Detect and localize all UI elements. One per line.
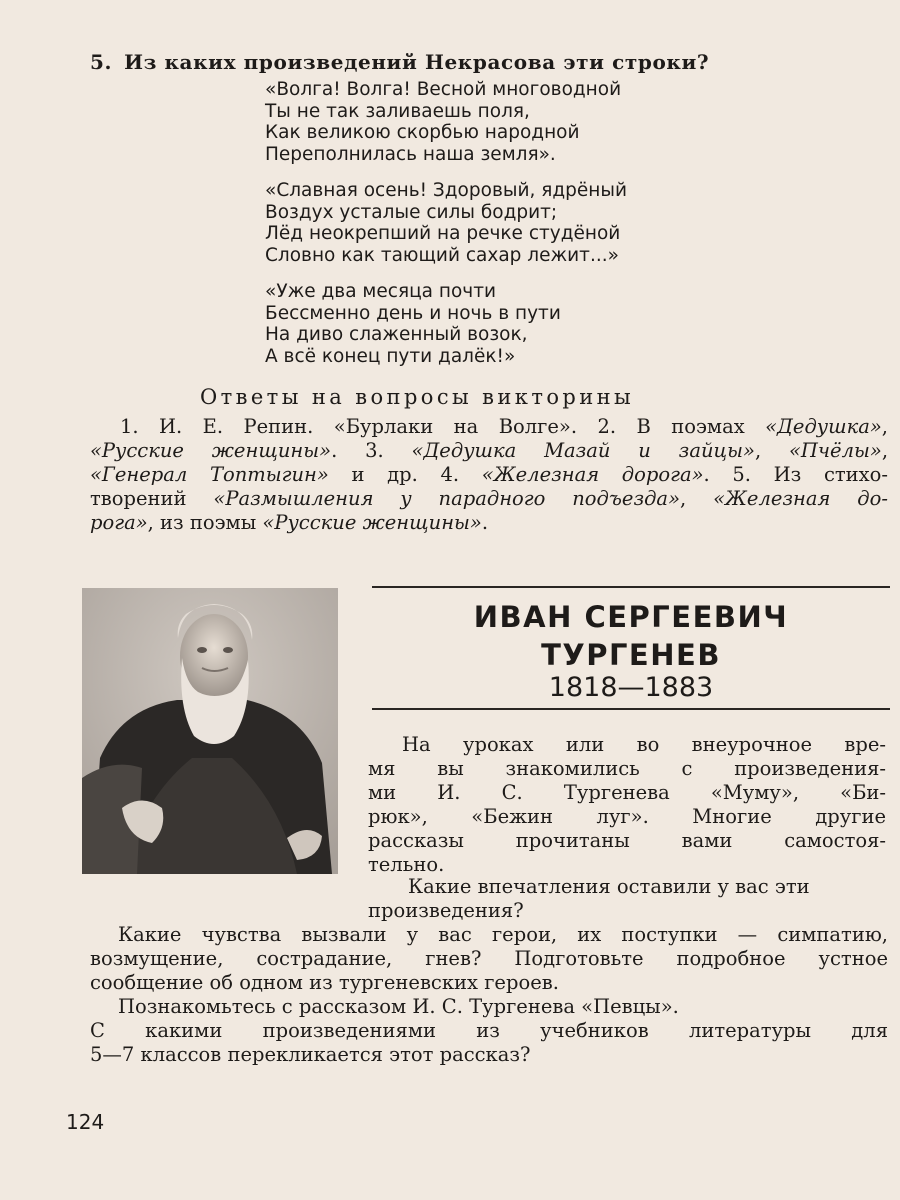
author-portrait [82,588,338,874]
work-title: «Железная до- [713,487,888,510]
answers-text: . [481,511,489,534]
paragraph-line: тельно. [368,853,445,876]
poem-line: «Уже два месяца почти [265,281,497,302]
task-impressions [368,875,886,923]
work-title: «Дедушка» [765,415,882,438]
answers-text: 1. И. Е. Репин. «Бурлаки на Волге». 2. В поэмах [120,415,766,438]
poem-line: На диво слаженный возок, [265,324,528,345]
paragraph-line: Какие впечатления оставили у вас эти [408,875,810,898]
answers-line [90,511,888,535]
paragraph-line: Познакомьтесь с рассказом И. С. Тургенева «Певцы». [118,995,679,1018]
poem-line: Лёд неокрепший на речке студёной [265,223,621,244]
answers-text: , [881,415,888,438]
heading-rule-bottom [372,708,890,710]
paragraph-line: произведения? [368,899,524,922]
author-life-years: 1818—1883 [548,672,714,703]
paragraph-line: 5—7 классов перекликается этот рассказ? [90,1043,531,1066]
paragraph-line: рассказы прочитаны вами самостоя- [368,829,886,852]
answers-line [90,463,888,487]
answers-text: творений [90,487,214,510]
answers-line [90,415,888,439]
answers-text: , [754,439,789,462]
answers-text: , из поэмы [147,511,263,534]
paragraph-line: ми И. С. Тургенева «Муму», «Би- [368,781,886,804]
poem-excerpt-3 [265,281,561,367]
paragraph-line: рюк», «Бежин луг». Многие другие [368,805,886,828]
poem-line: Воздух усталые силы бодрит; [265,201,558,223]
answers-text: и др. 4. [328,463,482,486]
poem-line: А всё конец пути далёк!» [265,345,516,367]
answers-text: . 3. [331,439,412,462]
poem-line: Ты не так заливаешь поля, [265,100,530,122]
poem-line: Переполнилась наша земля». [265,143,556,165]
intro-paragraph [368,733,886,877]
question-text: Из каких произведений Некрасова эти строки? [124,50,710,74]
work-title: «Размышления у парадного подъезда» [213,487,680,510]
poem-line: Бессменно день и ночь в пути [265,302,561,324]
task-feelings [90,923,888,995]
answers-line [90,487,888,511]
paragraph-line: сообщение об одном из тургеневских героев. [90,971,559,994]
portrait-illustration [82,588,338,874]
work-title: «Пчёлы» [788,439,882,462]
paragraph-line: С какими произведениями из учебников литературы для [90,1019,888,1042]
question-number: 5. [90,50,113,74]
answers-line [90,439,888,463]
task-singers-story [90,995,888,1067]
answers-heading: Ответы на вопросы викторины [200,385,635,409]
paragraph-line: На уроках или во внеурочное вре- [402,733,886,756]
page-number: 124 [66,1110,105,1134]
poem-line: «Славная осень! Здоровый, ядрёный [265,180,628,201]
poem-excerpt-2 [265,180,627,266]
paragraph-line: Какие чувства вызвали у вас герои, их поступки — симпатию, [118,923,888,946]
heading-rule-top [372,586,890,588]
work-title: «Русские женщины» [262,511,482,534]
paragraph-line: мя вы знакомились с произведения- [368,757,886,780]
poem-line: Словно как тающий сахар лежит...» [265,244,619,266]
question-5 [90,50,709,74]
answers-text: , [680,487,714,510]
poem-line: «Волга! Волга! Весной многоводной [265,79,622,100]
work-title: «Дедушка Мазай и зайцы» [411,439,755,462]
quiz-answers [90,415,888,535]
poem-excerpt-1 [265,79,621,165]
answers-text: , [881,439,889,462]
work-title: «Генерал Топтыгин» [90,463,329,486]
answers-text: . 5. Из стихо- [703,463,888,486]
work-title: «Русские женщины» [90,439,332,462]
poem-line: Как великою скорбью народной [265,122,580,143]
work-title: рога» [90,511,148,534]
work-title: «Железная дорога» [481,463,704,486]
author-first-name: ИВАН СЕРГЕЕВИЧ [473,600,789,634]
paragraph-line: возмущение, сострадание, гнев? Подготовьте подробное устное [90,947,888,970]
author-last-name: ТУРГЕНЕВ [541,638,721,672]
